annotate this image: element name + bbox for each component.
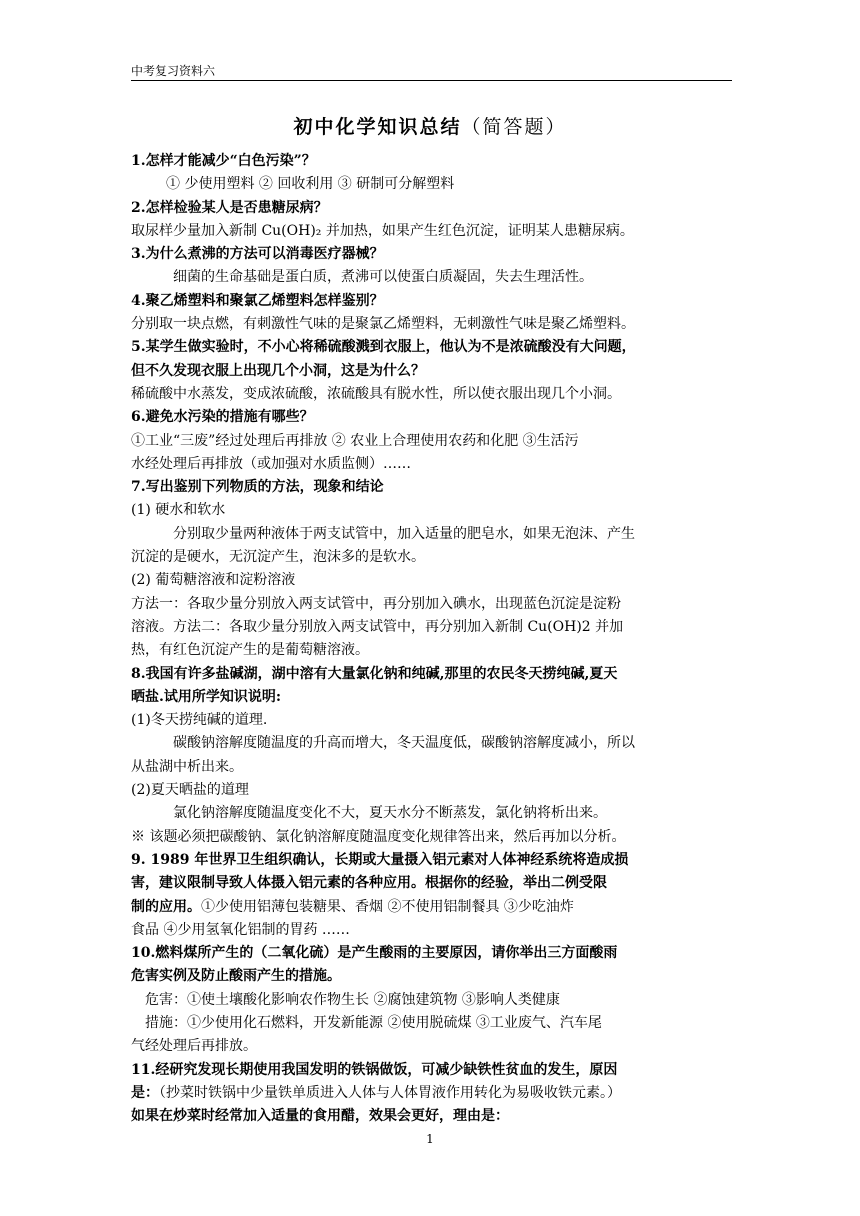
sub-question: (2)夏天晒盐的道理 (131, 782, 249, 799)
question-4: 4.聚乙烯塑料和聚氯乙烯塑料怎样鉴别？ (131, 292, 384, 309)
answer-line: 方法一：各取少量分别放入两支试管中，再分别加入碘水，出现蓝色沉淀是淀粉 (131, 595, 621, 612)
question-8: 8.我国有许多盐碱湖，湖中溶有大量氯化钠和纯碱,那里的农民冬天捞纯碱,夏天 (131, 665, 618, 682)
answer-line: 水经处理后再排放（或加强对水质监侧）…… (131, 455, 411, 472)
answer-line: 从盐湖中析出来。 (131, 758, 243, 775)
question-2: 2.怎样检验某人是否患糖尿病？ (131, 199, 328, 216)
answer-line: 沉淀的是硬水，无沉淀产生，泡沫多的是软水。 (131, 549, 425, 566)
answer-line: 措施：①少使用化石燃料，开发新能源 ②使用脱硫煤 ③工业废气、汽车尾 (145, 1014, 602, 1031)
answer-line: 细菌的生命基础是蛋白质，煮沸可以使蛋白质凝固，失去生理活性。 (173, 269, 593, 286)
answer-line: （抄菜时铁锅中少量铁单质进入人体与人体胃液作用转化为易吸收铁元素。） (159, 1084, 621, 1101)
question-3: 3.为什么煮沸的方法可以消毒医疗器械？ (131, 246, 384, 263)
question-9-answer (131, 896, 732, 919)
answer-line: 取尿样少量加入新制 Cu(OH)₂ 并加热，如果产生红色沉淀，证明某人患糖尿病。 (131, 222, 634, 239)
question-1: 1.怎样才能减少“白色污染”？ (131, 153, 316, 169)
question-5: 5.某学生做实验时，不小心将稀硫酸溅到衣服上，他认为不是浓硫酸没有大问题， (131, 339, 636, 356)
answer-line: 危害：①使土壤酸化影响农作物生长 ②腐蚀建筑物 ③影响人类健康 (145, 991, 560, 1008)
question-11: 11.经研究发现长期使用我国发明的铁锅做饭，可减少缺铁性贫血的发生，原因 (131, 1061, 618, 1078)
answer-line: ① 少使用塑料 ② 回收利用 ③ 研制可分解塑料 (166, 176, 455, 193)
header-rule (131, 80, 732, 81)
document-body (131, 150, 732, 1128)
question-9-cont: 害，建议限制导致人体摄入铝元素的各种应用。根据你的经验，举出二例受限 (131, 875, 607, 892)
question-11-tail: 是： (131, 1084, 159, 1101)
title-main: 初中化学知识总结 (293, 116, 462, 138)
question-9: 9. 1989 年世界卫生组织确认，长期或大量摄入铝元素对人体神经系统将造成损 (131, 851, 629, 868)
question-10: 10.燃料煤所产生的（二氧化硫）是产生酸雨的主要原因，请你举出三方面酸雨 (131, 945, 618, 962)
answer-line: 分别取一块点燃，有刺激性气味的是聚氯乙烯塑料，无刺激性气味是聚乙烯塑料。 (131, 316, 635, 333)
note-line: ※ 该题必须把碳酸钠、氯化钠溶解度随温度变化规律答出来，然后再加以分析。 (131, 828, 626, 845)
running-header: 中考复习资料六 (131, 64, 216, 78)
title-sub: （简答题） (461, 116, 567, 138)
answer-line: 氯化钠溶解度随温度变化不大，夏天水分不断蒸发，氯化钠将析出来。 (173, 805, 607, 822)
sub-question: (2) 葡萄糖溶液和淀粉溶液 (131, 572, 296, 589)
sub-question: (1) 硬水和软水 (131, 502, 226, 519)
question-5-cont: 但不久发现衣服上出现几个小洞，这是为什么？ (131, 362, 425, 379)
sub-question: (1)冬天捞纯碱的道理. (131, 712, 268, 729)
answer-line: ①少使用铝薄包装糖果、香烟 ②不使用铝制餐具 ③少吃油炸 (201, 898, 574, 915)
question-10-cont: 危害实例及防止酸雨产生的措施。 (131, 968, 341, 985)
question-11-answer (131, 1082, 732, 1105)
answer-line: 食品 ④少用氢氧化铝制的胃药 …… (131, 921, 350, 938)
question-9-tail: 制的应用。 (131, 898, 201, 915)
page-number: 1 (426, 1132, 434, 1146)
answer-line: 溶液。方法二：各取少量分别放入两支试管中，再分别加入新制 Cu(OH)2 并加 (131, 618, 624, 635)
answer-line: 碳酸钠溶解度随温度的升高而增大，冬天温度低，碳酸钠溶解度减小，所以 (173, 735, 635, 752)
answer-line: ①工业“三废”经过处理后再排放 ② 农业上合理使用农药和化肥 ③生活污 (131, 432, 579, 449)
page-title (0, 112, 860, 139)
question-11-cont: 如果在炒菜时经常加入适量的食用醋，效果会更好，理由是： (131, 1108, 509, 1125)
answer-line: 气经处理后再排放。 (131, 1038, 257, 1055)
answer-line: 分别取少量两种液体于两支试管中，加入适量的肥皂水，如果无泡沫、产生 (173, 525, 635, 542)
answer-line: 稀硫酸中水蒸发，变成浓硫酸，浓硫酸具有脱水性，所以使衣服出现几个小洞。 (131, 385, 621, 402)
answer-line: 热，有红色沉淀产生的是葡萄糖溶液。 (131, 642, 369, 659)
question-6: 6.避免水污染的措施有哪些？ (131, 409, 314, 426)
question-7: 7.写出鉴别下列物质的方法，现象和结论 (131, 479, 384, 496)
question-8-cont: 晒盐.试用所学知识说明: (131, 688, 282, 705)
